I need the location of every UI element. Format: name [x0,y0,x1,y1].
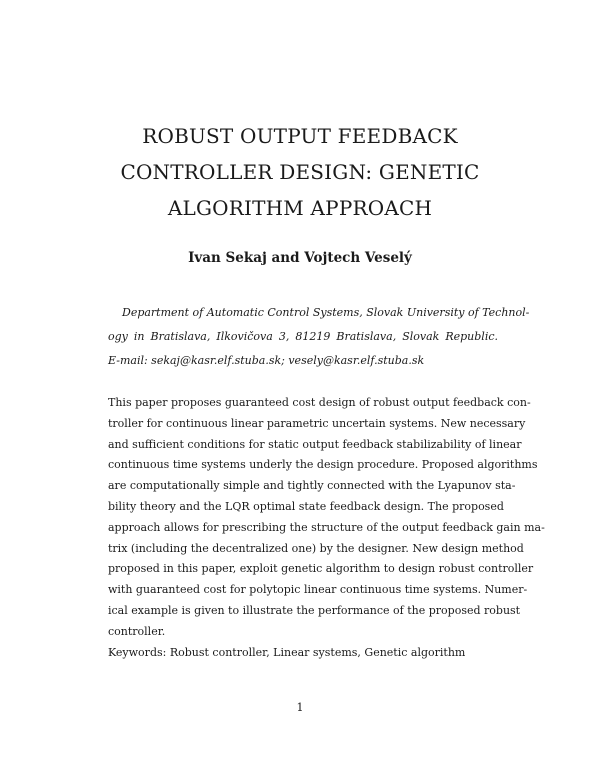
abstract-line-1: This paper proposes guaranteed cost design of robust output feedback con- [108,396,531,409]
abstract-line-9: proposed in this paper, exploit genetic algorithm to design robust controller [108,562,534,576]
abstract-line-10: with guaranteed cost for polytopic linear continuous time systems. Numer- [108,583,528,597]
abstract-line-2: troller for continuous linear parametric uncertain systems. New necessary [108,416,526,430]
page-number: 1 [296,701,304,714]
abstract-line-8: trix (including the decentralized one) by the designer. New design method [108,541,524,555]
authors: Ivan Sekaj and Vojtech Veselý [188,250,412,266]
affiliation-line-2: ogy in Bratislava, Ilkovičova 3, 81219 Bratislava, Slovak Republic. [108,330,498,343]
affiliation-line-1: Department of Automatic Control Systems, Slovak University of Technol- [122,306,530,319]
affiliation-email: E-mail: sekaj@kasr.elf.stuba.sk; vesely@kasr.elf.stuba.sk [108,354,425,367]
keywords: Keywords: Robust controller, Linear systems, Genetic algorithm [108,645,466,659]
abstract-line-12: controller. [108,624,166,638]
paper-title [0,118,600,226]
affiliation [108,301,530,373]
abstract-line-4: continuous time systems underly the design procedure. Proposed algorithms [108,458,538,472]
abstract-line-3: and sufficient conditions for static output feedback stabilizability of linear [108,437,522,451]
title-line-3: ALGORITHM APPROACH [167,196,433,220]
abstract-line-7: approach allows for prescribing the structure of the output feedback gain ma- [108,520,545,534]
title-line-1: ROBUST OUTPUT FEEDBACK [142,124,458,148]
title-line-2: CONTROLLER DESIGN: GENETIC [120,160,480,184]
abstract-line-5: are computationally simple and tightly connected with the Lyapunov sta- [108,479,516,493]
abstract [108,393,545,663]
abstract-line-6: bility theory and the LQR optimal state feedback design. The proposed [108,499,504,513]
abstract-line-11: ical example is given to illustrate the performance of the proposed robust [108,603,521,617]
